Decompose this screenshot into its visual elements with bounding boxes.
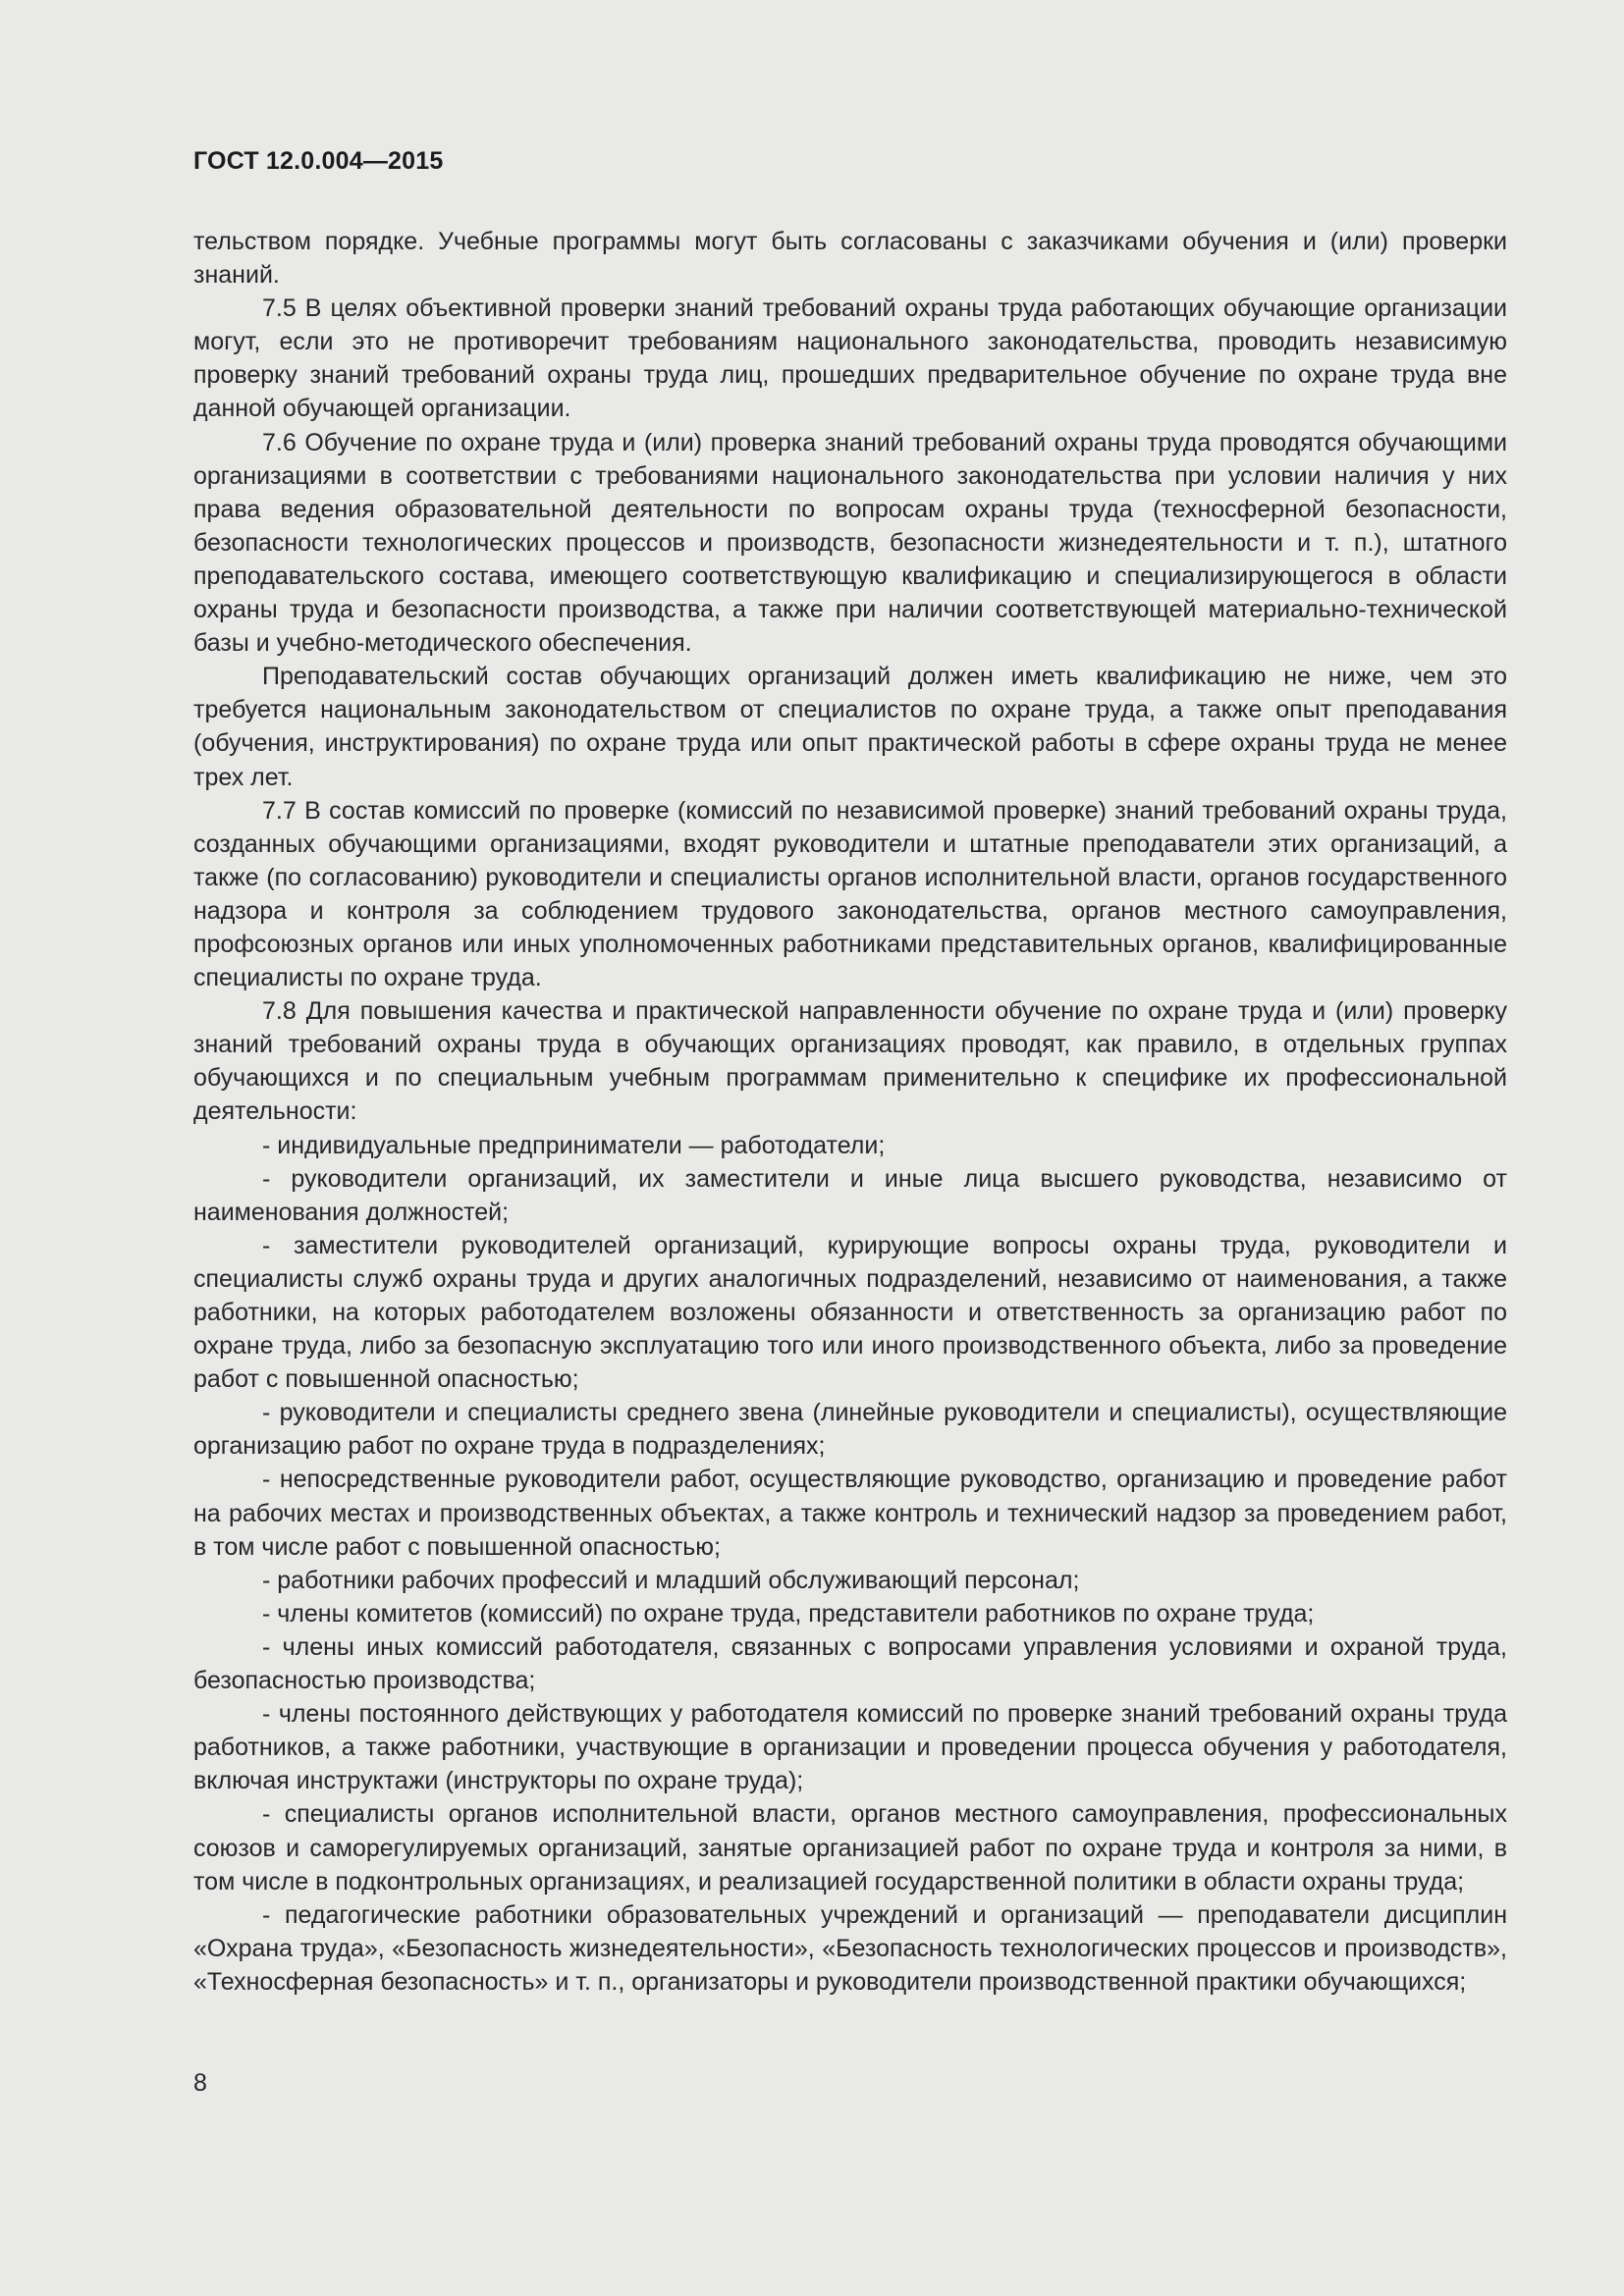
list-item: - члены иных комиссий работодателя, связанных с вопросами управления условиями и охраной труда, безопасностью производства; xyxy=(193,1632,1507,1695)
paragraph-continuation: тельством порядке. Учебные программы могут быть согласованы с заказчиками обучения и (или) проверки знаний. xyxy=(193,228,1507,290)
list-item: - заместители руководителей организаций, курирующие вопросы охраны труда, руководители и специалисты служб охраны труда и других аналогичных подразделений, независимо от наименования, а также работники, на которых работодателем возложены обязанности и ответственность за организацию работ по охране труда, либо за безопасную эксплуатацию того или иного производственного объекта, либо за проведение работ с повышенной опасностью; xyxy=(193,1231,1507,1394)
page-number: 8 xyxy=(193,2069,207,2097)
document-header-code: ГОСТ 12.0.004—2015 xyxy=(193,147,444,175)
list-item: - непосредственные руководители работ, осуществляющие руководство, организацию и проведение работ на рабочих местах и производственных объектах, а также контроль и технический надзор за проведением работ, в том числе работ с повышенной опасностью; xyxy=(193,1466,1507,1561)
list-item: - педагогические работники образовательных учреждений и организаций — преподаватели дисциплин «Охрана труда», «Безопасность жизнедеятельности», «Безопасность технологических процессов и производств», «Техносферная безопасность» и т. п., организаторы и руководители производственной практики обучающихся; xyxy=(193,1900,1507,1996)
paragraph-clause-7-8: 7.8 Для повышения качества и практической направленности обучение по охране труда и (или) проверку знаний требований охраны труда в обучающих организациях проводят, как правило, в отдельных группах обучающихся и по специальным учебным программам применительно к специфике их профессиональной деятельности: xyxy=(193,997,1507,1126)
list-item: - члены комитетов (комиссий) по охране труда, представители работников по охране труда; xyxy=(262,1599,1315,1628)
paragraph-clause-7-6: 7.6 Обучение по охране труда и (или) проверка знаний требований охраны труда проводятся обучающими организациями в соответствии с требованиями национального законодательства при условии наличия у них права ведения образовательной деятельности по вопросам охраны труда (техносферной безопасности, безопасности технологических процессов и производств, безопасности жизнедеятельности и т. п.), штатного преподавательского состава, имеющего соответствующую квалификацию и специализирующегося в области охраны труда и безопасности производства, а также при наличии соответствующей материально-технической базы и учебно-методического обеспечения. xyxy=(193,428,1507,658)
list-item: - индивидуальные предприниматели — работодатели; xyxy=(262,1131,886,1159)
list-item: - члены постоянного действующих у работодателя комиссий по проверке знаний требований охраны труда работников, а также работники, участвующие в организации и проведении процесса обучения у работодателя, включая инструктажи (инструкторы по охране труда); xyxy=(193,1700,1507,1795)
list-item: - руководители организаций, их заместители и иные лица высшего руководства, независимо от наименования должностей; xyxy=(193,1164,1507,1226)
paragraph-clause-7-5: 7.5 В целях объективной проверки знаний требований охраны труда работающих обучающие организации могут, если это не противоречит требованиям национального законодательства, проводить независимую проверку знаний требований охраны труда лиц, прошедших предварительное обучение по охране труда вне данной обучающей организации. xyxy=(193,294,1507,423)
paragraph-teaching-staff: Преподавательский состав обучающих организаций должен иметь квалификацию не ниже, чем это требуется национальным законодательством от специалистов по охране труда, а также опыт преподавания (обучения, инструктирования) по охране труда или опыт практической работы в сфере охраны труда не менее трех лет. xyxy=(193,663,1507,791)
list-item: - работники рабочих профессий и младший обслуживающий персонал; xyxy=(262,1566,1080,1594)
paragraph-clause-7-7: 7.7 В состав комиссий по проверке (комиссий по независимой проверке) знаний требований охраны труда, созданных обучающими организациями, входят руководители и штатные преподаватели этих организаций, а также (по согласованию) руководители и специалисты органов исполнительной власти, органов государственного надзора и контроля за соблюдением трудового законодательства, органов местного самоуправления, профсоюзных органов или иных уполномоченных работниками представительных органов, квалифицированные специалисты по охране труда. xyxy=(193,796,1507,992)
list-item: - специалисты органов исполнительной власти, органов местного самоуправления, профессиональных союзов и саморегулируемых организаций, занятые организацией работ по охране труда и контроля за ними, в том числе в подконтрольных организациях, и реализацией государственной политики в области охраны труда; xyxy=(193,1800,1507,1896)
list-item: - руководители и специалисты среднего звена (линейные руководители и специалисты), осуществляющие организацию работ по охране труда в подразделениях; xyxy=(193,1399,1507,1461)
document-body xyxy=(193,225,1507,1999)
